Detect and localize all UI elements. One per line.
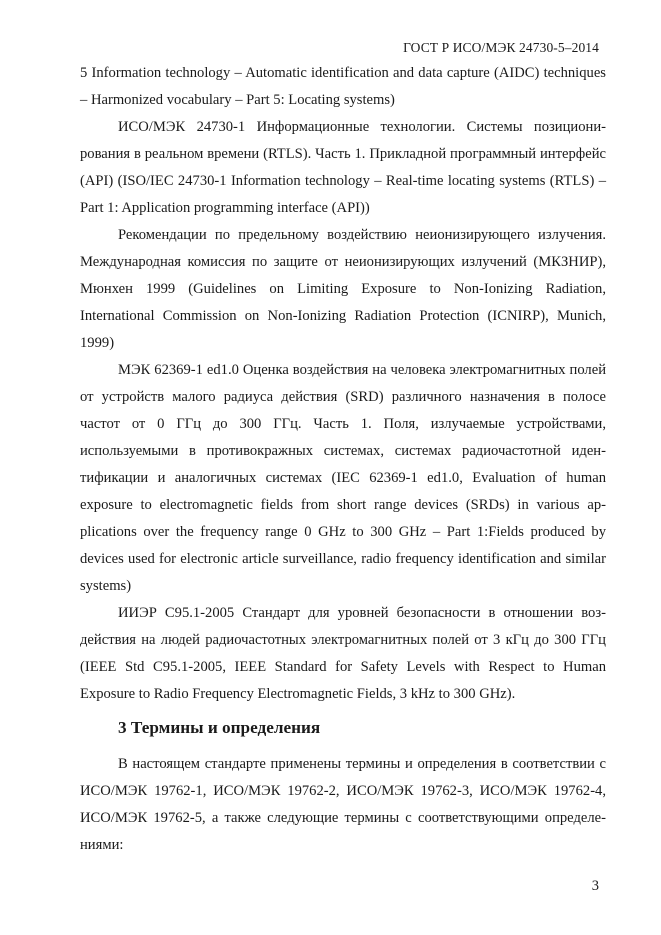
section-paragraph: В настоящем стандарте применены термины и определения в соответствии с ИСО/МЭК 19762-1, ИСО/МЭК 19762-2, ИСО/МЭК 19762-3, ИСО/МЭК 19762-4, ИСО/МЭК 19762-5, а также следующие термины с соответствующими определениями:: [80, 756, 606, 853]
paragraph-continuation: 5 Information technology – Automatic identification and data capture (AIDC) techniques – Harmonized vocabulary – Part 5: Locating systems): [80, 65, 606, 108]
page-number: 3: [591, 878, 599, 894]
paragraph-ieee-c95-1: ИИЭР С95.1-2005 Стандарт для уровней безопасности в отношении воздействия на людей радиочастотных электромагнитных полей от 3 кГц до 300 ГГц (IEEE Std C95.1-2005, IEEE Standard for Safety Levels with Respect to Human Exposure to Radio Frequency Electromagnetic Fields, 3 kHz to 300 GHz).: [80, 605, 606, 702]
section-heading: 3 Термины и определения: [118, 718, 321, 737]
paragraph-icnirp-guidelines: Рекомендации по предельному воздействию неионизирующего излучения. Международная комиссия по защите от неионизирующих излучений (МКЗНИР), Мюнхен 1999 (Guidelines on Limiting Exposure to Non-Ionizing Radiation, International Commission on Non-Ionizing Radiation Protection (ICNIRP), Munich, 1999): [80, 227, 606, 351]
paragraph-iec-62369-1: МЭК 62369-1 ed1.0 Оценка воздействия на человека электромагнитных полей от устройств малого радиуса действия (SRD) различного назначения в полосе частот от 0 ГГц до 300 ГГц. Часть 1. Поля, излучаемые устройствами, используемыми в противокражных системах, системах радиочастотной идентификации и аналогичных системах (IEC 62369-1 ed1.0, Evaluation of human exposure to electromagnetic fields from short range devices (SRDs) in various applications over the frequency range 0 GHz to 300 GHz – Part 1:Fields produced by devices used for electronic article surveillance, radio frequency identification and similar systems): [80, 362, 606, 594]
document-body: [80, 60, 606, 859]
paragraph-iso-iec-24730-1: ИСО/МЭК 24730-1 Информационные технологии. Системы позиционирования в реальном времени (RTLS). Часть 1. Прикладной программный интерфейс (API) (ISO/IEC 24730-1 Information technology – Real-time locating systems (RTLS) – Part 1: Application programming interface (API)): [80, 119, 606, 216]
standard-header: ГОСТ Р ИСО/МЭК 24730-5–2014: [403, 40, 599, 55]
